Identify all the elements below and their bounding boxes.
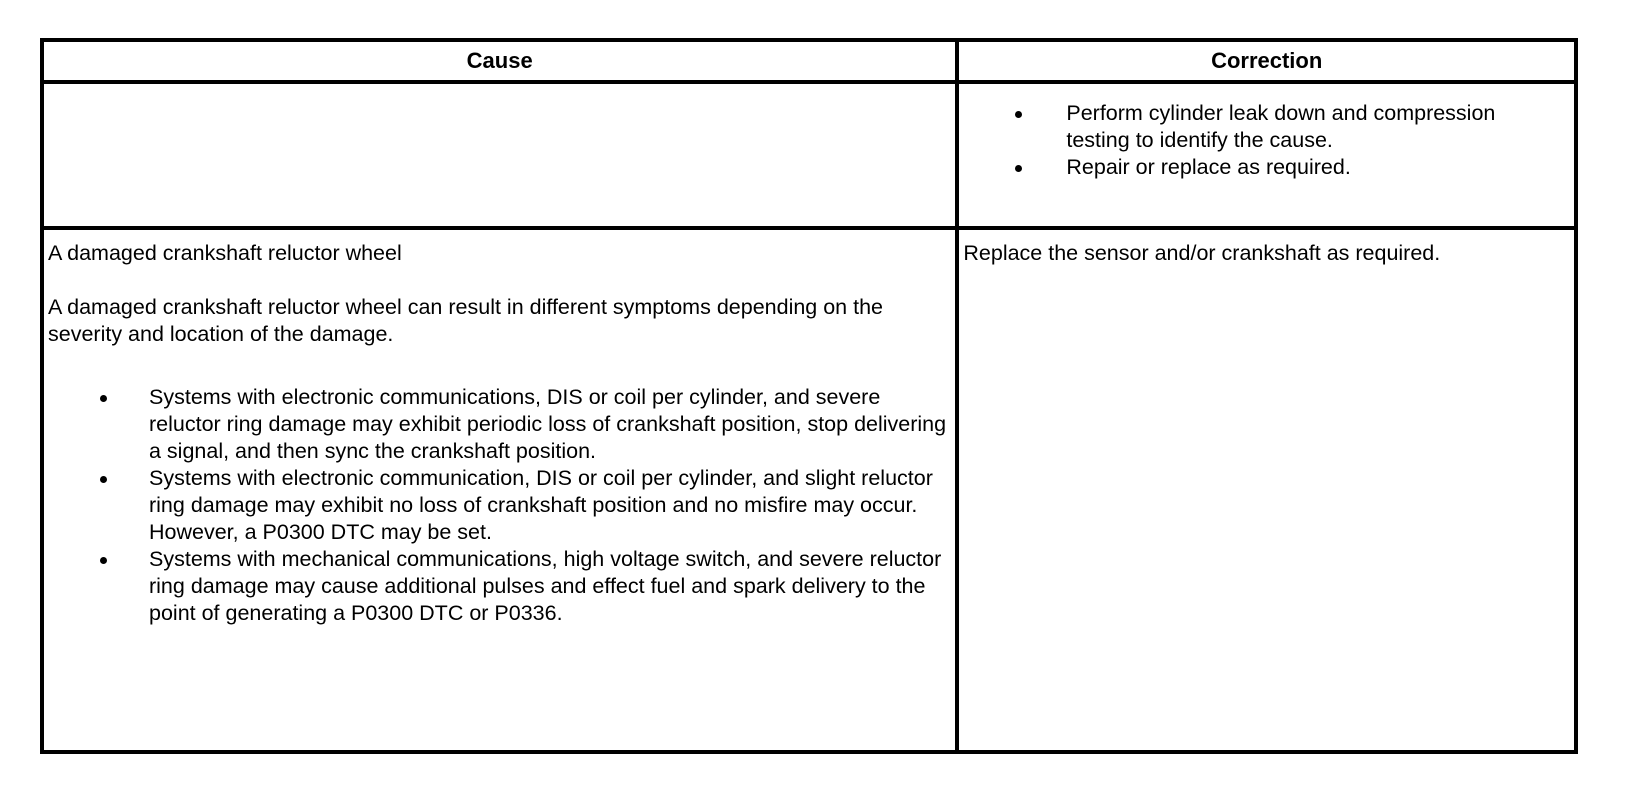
cause-bullet-text: Systems with electronic communications, DIS or coil per cylinder, and severe reluctor ring damage may exhibit periodic loss of crankshaft position, stop delivering a signal, and then sync the crankshaft position.	[149, 384, 947, 463]
cause-bullet-text: Systems with electronic communication, DIS or coil per cylinder, and slight reluctor ring damage may exhibit no loss of crankshaft position and no misfire may occur. However, a P0300 DTC may be set.	[149, 465, 933, 544]
bullet-dot-icon	[100, 476, 107, 483]
bullet-dot-icon	[100, 395, 107, 402]
correction-text: Replace the sensor and/or crankshaft as required.	[963, 240, 1441, 265]
bullet-dot-icon	[1015, 165, 1022, 172]
table-header-row	[42, 40, 1576, 82]
correction-cell	[957, 228, 1576, 752]
correction-bullet-list	[959, 84, 1574, 181]
list-item	[959, 154, 1574, 181]
cause-description: A damaged crankshaft reluctor wheel can result in different symptoms depending on the severity and location of the damage.	[48, 294, 884, 346]
table-row	[42, 228, 1576, 752]
cause-correction-table	[40, 38, 1578, 754]
cause-bullet-list	[44, 384, 955, 627]
correction-bullet-text: Repair or replace as required.	[1066, 155, 1351, 179]
correction-cell	[957, 82, 1576, 228]
header-cause: Cause	[42, 40, 957, 82]
cause-cell	[42, 82, 957, 228]
list-item	[44, 465, 955, 546]
cause-cell	[42, 228, 957, 752]
correction-bullet-text: Perform cylinder leak down and compression testing to identify the cause.	[1066, 101, 1496, 152]
cause-heading: A damaged crankshaft reluctor wheel	[48, 240, 402, 265]
list-item	[44, 384, 955, 465]
bullet-dot-icon	[1015, 111, 1022, 118]
bullet-dot-icon	[100, 557, 107, 564]
list-item	[44, 546, 955, 627]
table-row	[42, 82, 1576, 228]
header-correction: Correction	[957, 40, 1576, 82]
cause-bullet-text: Systems with mechanical communications, high voltage switch, and severe reluctor ring damage may cause additional pulses and effect fuel and spark delivery to the point of generating a P0300 DTC or P0336.	[149, 546, 942, 625]
list-item	[959, 100, 1574, 154]
